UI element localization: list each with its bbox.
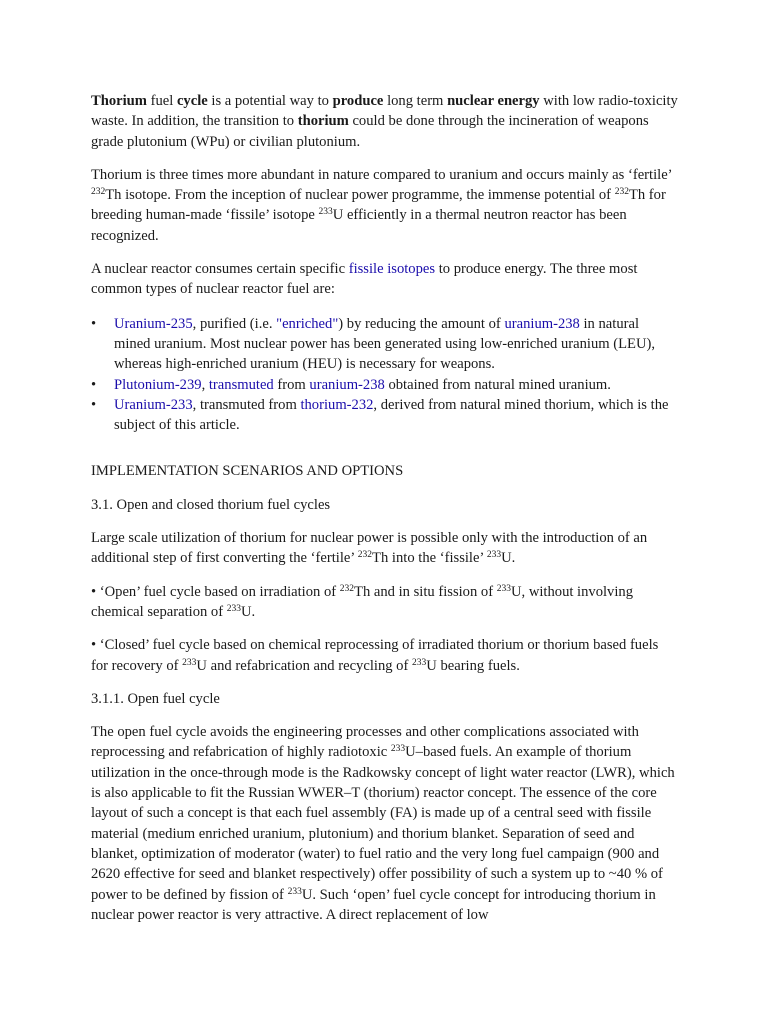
keyword-thorium: Thorium xyxy=(91,93,147,109)
closed-cycle-bullet xyxy=(91,635,678,676)
open-cycle-bullet xyxy=(91,582,678,623)
keyword-thorium-2: thorium xyxy=(297,113,349,130)
thorium-232-link[interactable]: thorium-232 xyxy=(300,396,374,413)
bullet-icon: • xyxy=(91,396,97,413)
intro-text-3: long term xyxy=(383,93,448,109)
open-bullet-text-3: U, without involving chemical separation of xyxy=(91,583,634,620)
superscript-233: 233 xyxy=(287,886,302,897)
superscript-232: 232 xyxy=(614,187,629,198)
closed-bullet-text-3: U bearing fuels. xyxy=(426,657,520,674)
open-bullet-text-1: • ‘Open’ fuel cycle based on irradiation of xyxy=(91,583,340,600)
abundance-paragraph xyxy=(91,165,678,246)
superscript-233: 233 xyxy=(390,744,406,755)
superscript-232: 232 xyxy=(357,550,373,561)
u235-text-3: in natural mined uranium. Most nuclear power has been generated using low-enriched uranium (LEU), whereas high-enriched uranium (HEU) is necessary for weapons. xyxy=(114,315,656,373)
closed-bullet-text-2: U and refabrication and recycling of xyxy=(196,657,412,674)
u233-text-2: , derived from natural mined thorium, which is the subject of this article. xyxy=(114,396,669,434)
open-bullet-text-2: Th and in situ fission of xyxy=(354,583,497,600)
reactor-text-1: A nuclear reactor consumes certain specific xyxy=(91,261,349,278)
list-item-uranium-235 xyxy=(91,314,678,375)
intro-paragraph xyxy=(91,91,678,152)
intro-text-2: is a potential way to xyxy=(207,93,333,109)
open-fuel-cycle-paragraph xyxy=(91,722,678,925)
fissile-isotopes-link[interactable]: fissile isotopes xyxy=(348,261,436,278)
bullet-icon: • xyxy=(91,315,97,332)
superscript-233: 233 xyxy=(496,583,511,594)
uranium-238-link[interactable]: uranium-238 xyxy=(504,315,580,332)
superscript-233: 233 xyxy=(318,207,333,218)
superscript-233: 233 xyxy=(182,657,197,668)
uranium-233-link[interactable]: Uranium-233 xyxy=(114,396,193,413)
fuel-types-list xyxy=(91,314,678,436)
reactor-text-2: to produce energy. The three most common types of nuclear reactor fuel are: xyxy=(91,261,638,298)
plutonium-239-link[interactable]: Plutonium-239 xyxy=(114,376,202,393)
intro-text-1: fuel xyxy=(146,93,177,109)
superscript-232: 232 xyxy=(339,583,355,594)
abundance-text-4: U efficiently in a thermal neutron reactor has been recognized. xyxy=(91,207,627,244)
u235-text-1: , purified (i.e. xyxy=(192,315,277,332)
uranium-238-link[interactable]: uranium-238 xyxy=(309,376,385,393)
uranium-235-link[interactable]: Uranium-235 xyxy=(114,315,193,332)
superscript-232: 232 xyxy=(91,187,106,198)
u235-text-2: ) by reducing the amount of xyxy=(338,315,505,332)
large-scale-paragraph xyxy=(91,528,678,569)
large-scale-text-3: U. xyxy=(501,550,516,567)
intro-text-4: with low radio-toxicity waste. In addition, the transition to xyxy=(91,93,678,130)
reactor-paragraph xyxy=(91,259,678,300)
pu239-text-3: obtained from natural mined uranium. xyxy=(384,376,611,393)
pu239-text-1: , xyxy=(201,376,209,393)
bullet-icon: • xyxy=(91,376,97,393)
abundance-text-2: Th isotope. From the inception of nuclear power programme, the immense potential of xyxy=(105,187,615,204)
section-heading: IMPLEMENTATION SCENARIOS AND OPTIONS xyxy=(91,463,404,480)
abundance-text-3: Th for breeding human-made ‘fissile’ isotope xyxy=(91,187,666,224)
transmuted-link[interactable]: transmuted xyxy=(208,376,274,393)
superscript-233: 233 xyxy=(486,550,502,561)
closed-bullet-text-1: • ‘Closed’ fuel cycle based on chemical reprocessing of irradiated thorium or thorium based fuels for recovery of xyxy=(91,637,659,674)
open-cycle-text-1: The open fuel cycle avoids the engineering processes and other complications associated with reprocessing and refabrication of highly radiotoxic xyxy=(91,724,639,761)
open-cycle-text-3: U. Such ‘open’ fuel cycle concept for introducing thorium in nuclear power reactor is very attractive. A direct replacement of low xyxy=(91,886,656,923)
keyword-cycle: cycle xyxy=(176,93,208,109)
large-scale-text-1: Large scale utilization of thorium for nuclear power is possible only with the introduction of an additional step of first converting the ‘fertile’ xyxy=(91,530,648,567)
open-bullet-text-4: U. xyxy=(241,603,256,620)
list-item-uranium-233 xyxy=(91,395,678,436)
open-cycle-text-2: U–based fuels. An example of thorium utilization in the once-through mode is the Radkowsky concept of light water reactor (LWR), which is also applicable to fit the Russian WWER–T (thorium) reactor concept. The essence of the core layout of such a concept is that each fuel assembly (FA) is made up of a central seed with fissile material (medium enriched uranium, plutonium) and thorium blanket. Separation of seed and blanket, optimization of moderator (water) to fuel ratio and the very long fuel campaign (900 and 2620 effective for seed and blanket respectively) offer possibility of such a system up to ~40 % of power to be defined by fission of xyxy=(91,744,675,903)
superscript-233: 233 xyxy=(226,603,241,614)
abundance-text-1: Thorium is three times more abundant in nature compared to uranium and occurs mainly as ‘fertile’ xyxy=(91,166,672,183)
superscript-233: 233 xyxy=(412,657,427,668)
list-item-plutonium-239 xyxy=(91,375,678,395)
subsection-heading: 3.1. Open and closed thorium fuel cycles xyxy=(91,496,331,513)
keyword-produce: produce xyxy=(332,93,384,109)
u233-text-1: , transmuted from xyxy=(192,396,301,413)
intro-text-5: could be done through the incineration of weapons grade plutonium (WPu) or civilian plutonium. xyxy=(91,113,649,150)
keyword-nuclear-energy: nuclear energy xyxy=(447,93,540,109)
subsubsection-heading: 3.1.1. Open fuel cycle xyxy=(91,690,220,707)
pu239-text-2: from xyxy=(273,376,310,393)
large-scale-text-2: Th into the ‘fissile’ xyxy=(372,550,487,567)
enriched-link[interactable]: "enriched" xyxy=(276,315,339,332)
